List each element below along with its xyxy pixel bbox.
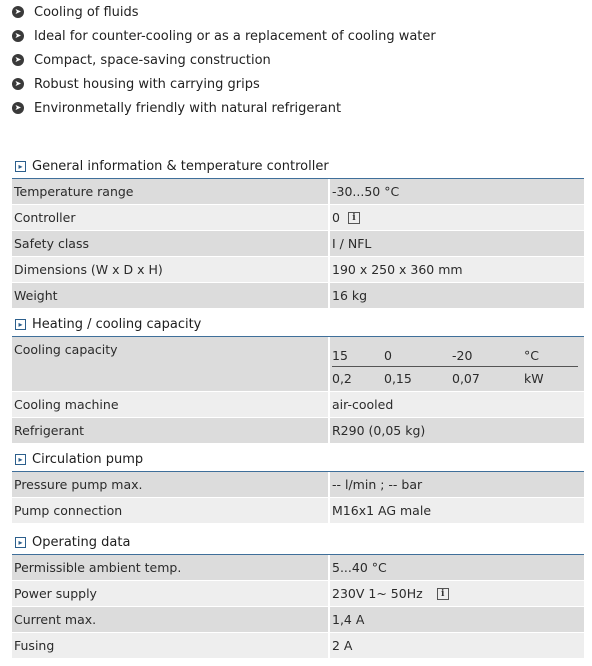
row-label: Power supply — [12, 581, 330, 606]
feature-text: Cooling of fluids — [34, 4, 139, 20]
feature-text: Ideal for counter-cooling or as a replacement of cooling water — [34, 28, 436, 44]
row-value: 1,4 A — [332, 612, 365, 627]
arrow-right-square-icon: ▸ — [15, 454, 26, 465]
row-value: 190 x 250 x 360 mm — [332, 262, 463, 277]
capacity-value: 0,15 — [384, 370, 412, 386]
row-label: Permissible ambient temp. — [12, 555, 330, 580]
row-label: Fusing — [12, 633, 330, 658]
capacity-unit: kW — [524, 370, 544, 386]
row-label: Controller — [12, 205, 330, 230]
table-row — [12, 607, 584, 633]
row-label: Pressure pump max. — [12, 472, 330, 497]
capacity-unit: °C — [524, 347, 539, 363]
row-value: -- l/min ; -- bar — [332, 477, 423, 492]
row-value: I / NFL — [332, 236, 372, 251]
row-value: 0 — [332, 210, 340, 225]
arrow-right-square-icon: ▸ — [15, 161, 26, 172]
feature-text: Compact, space-saving construction — [34, 52, 271, 68]
row-value: 230V 1~ 50Hz — [332, 586, 423, 601]
table-row — [12, 257, 584, 283]
arrow-right-circle-icon: ➤ — [12, 102, 24, 114]
arrow-right-circle-icon: ➤ — [12, 78, 24, 90]
section-heating — [12, 312, 584, 444]
row-value: 5...40 °C — [332, 560, 387, 575]
feature-item — [12, 24, 582, 48]
row-value: M16x1 AG male — [332, 503, 432, 518]
feature-item — [12, 72, 582, 96]
capacity-temp: 15 — [332, 347, 348, 363]
section-title: Circulation pump — [32, 451, 144, 467]
section-title: General information & temperature controller — [32, 158, 329, 174]
row-value: air-cooled — [332, 397, 394, 412]
section-header[interactable] — [12, 154, 584, 179]
row-label: Safety class — [12, 231, 330, 256]
row-value-cell — [330, 205, 584, 230]
row-value: 2 A — [332, 638, 353, 653]
section-operating — [12, 530, 584, 659]
feature-item — [12, 96, 582, 120]
cooling-capacity-table — [330, 337, 584, 391]
table-row — [12, 337, 584, 392]
capacity-value-row — [332, 367, 578, 389]
table-row — [12, 205, 584, 231]
row-value: -30...50 °C — [332, 184, 400, 199]
row-label: Current max. — [12, 607, 330, 632]
row-label: Pump connection — [12, 498, 330, 523]
table-row — [12, 231, 584, 257]
table-row — [12, 392, 584, 418]
section-general — [12, 154, 584, 309]
row-label: Cooling capacity — [12, 337, 330, 391]
table-row — [12, 418, 584, 444]
feature-item — [12, 48, 582, 72]
table-row — [12, 283, 584, 309]
row-label: Temperature range — [12, 179, 330, 204]
capacity-value: 0,07 — [452, 370, 480, 386]
row-value: R290 (0,05 kg) — [332, 423, 426, 438]
capacity-temp: -20 — [452, 347, 473, 363]
table-row — [12, 498, 584, 524]
section-header[interactable] — [12, 447, 584, 472]
row-value: 16 kg — [332, 288, 368, 303]
section-title: Heating / cooling capacity — [32, 316, 202, 332]
info-icon[interactable]: i — [348, 212, 360, 224]
section-title: Operating data — [32, 534, 131, 550]
capacity-grid — [332, 344, 578, 389]
table-row — [12, 555, 584, 581]
table-row — [12, 179, 584, 205]
row-label: Refrigerant — [12, 418, 330, 443]
row-value-cell — [330, 581, 584, 606]
section-header[interactable] — [12, 530, 584, 555]
feature-text: Environmetally friendly with natural refrigerant — [34, 100, 342, 116]
arrow-right-circle-icon: ➤ — [12, 6, 24, 18]
row-label: Dimensions (W x D x H) — [12, 257, 330, 282]
feature-list — [12, 0, 582, 120]
table-row — [12, 633, 584, 659]
feature-text: Robust housing with carrying grips — [34, 76, 260, 92]
arrow-right-square-icon: ▸ — [15, 319, 26, 330]
arrow-right-circle-icon: ➤ — [12, 54, 24, 66]
table-row — [12, 581, 584, 607]
section-pump — [12, 447, 584, 524]
row-label: Weight — [12, 283, 330, 308]
arrow-right-circle-icon: ➤ — [12, 30, 24, 42]
section-header[interactable] — [12, 312, 584, 337]
info-icon[interactable]: i — [437, 588, 449, 600]
arrow-right-square-icon: ▸ — [15, 537, 26, 548]
capacity-value: 0,2 — [332, 370, 352, 386]
feature-item — [12, 0, 582, 24]
capacity-header-row — [332, 344, 578, 367]
table-row — [12, 472, 584, 498]
capacity-temp: 0 — [384, 347, 392, 363]
row-label: Cooling machine — [12, 392, 330, 417]
